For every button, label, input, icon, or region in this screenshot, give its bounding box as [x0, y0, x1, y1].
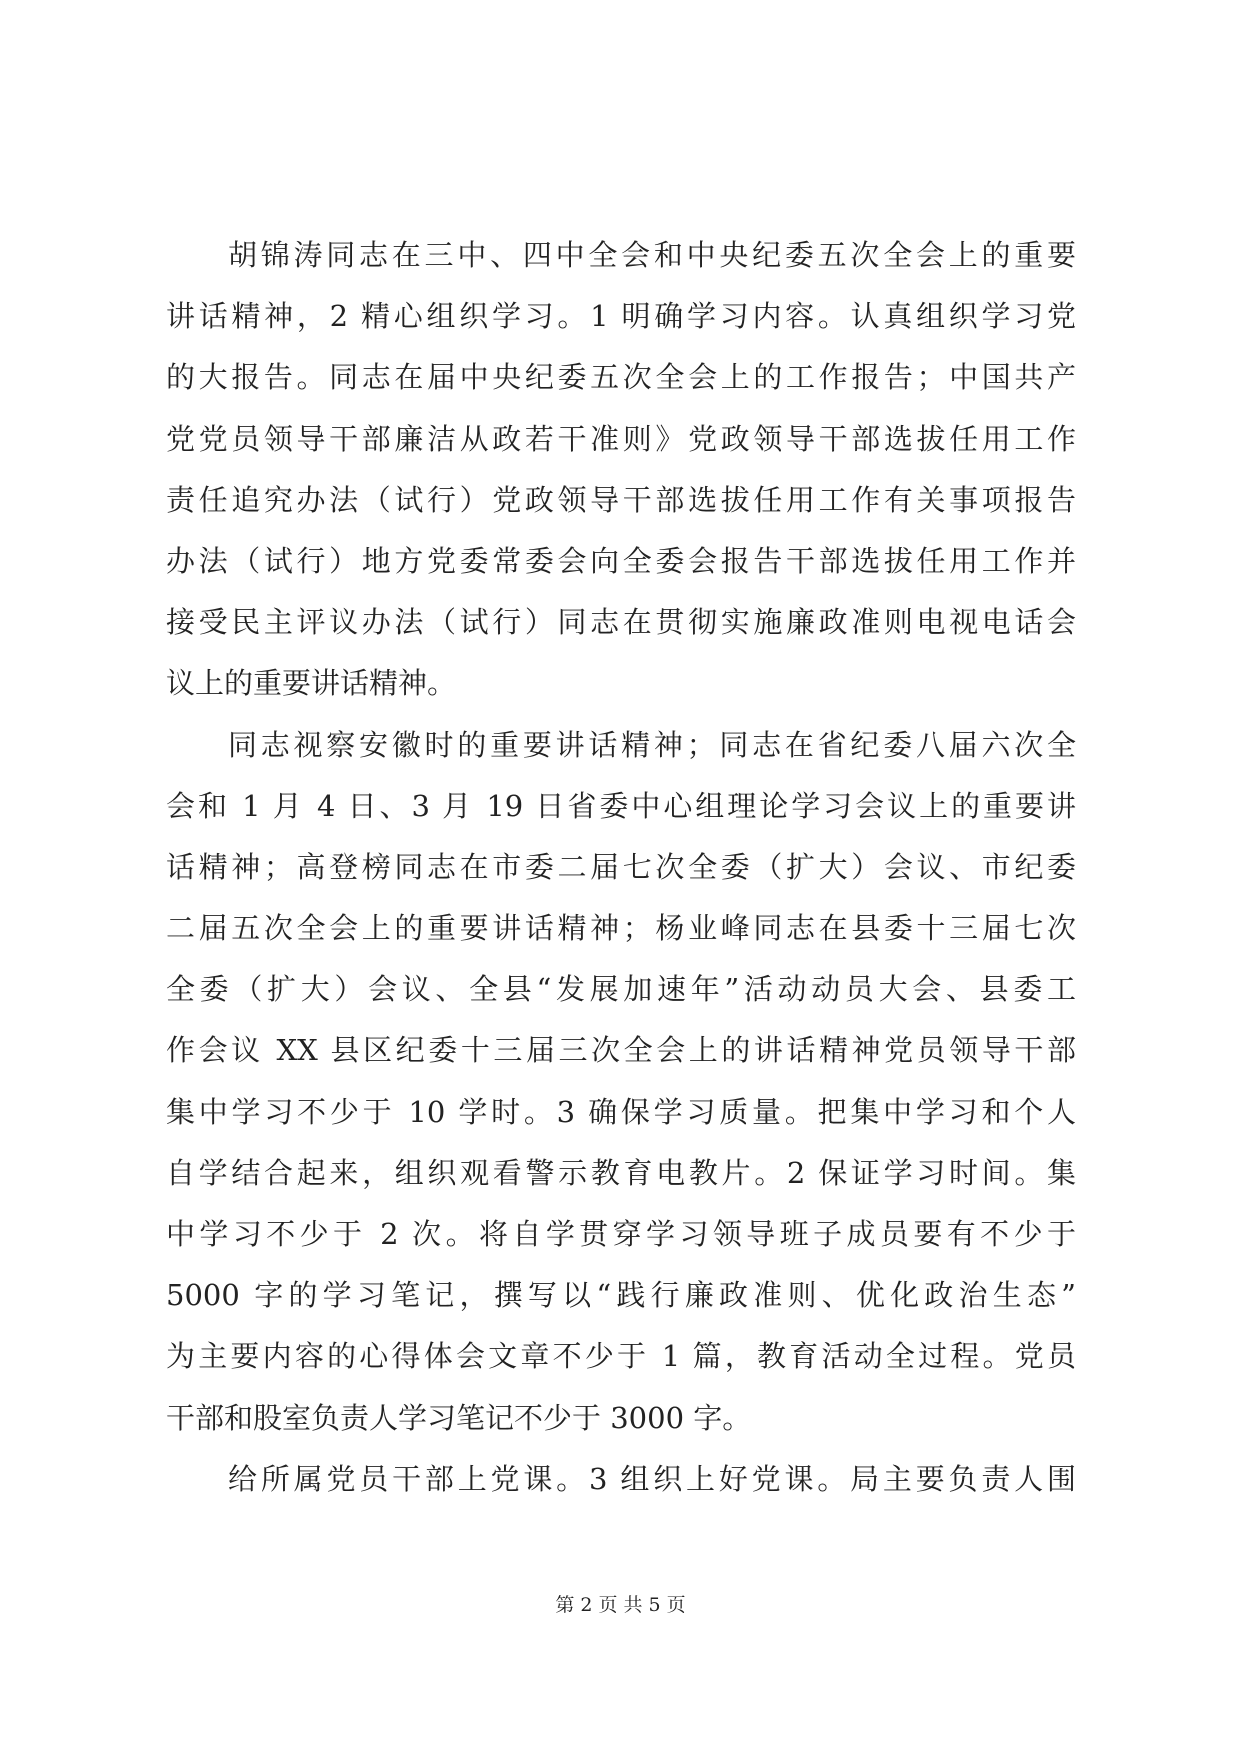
- text-line: 作会议 XX 县区纪委十三届三次全会上的讲话精神党员领导干部: [166, 1033, 1076, 1068]
- text-line: 全委（扩大）会议、全县“发展加速年”活动动员大会、县委工: [166, 972, 1076, 1007]
- text-line: 接受民主评议办法（试行）同志在贯彻实施廉政准则电视电话会: [166, 605, 1076, 640]
- text-line: 话精神；高登榜同志在市委二届七次全委（扩大）会议、市纪委: [166, 849, 1076, 884]
- text-line: 为主要内容的心得体会文章不少于 1 篇，教育活动全过程。党员: [166, 1339, 1076, 1374]
- text-line: 自学结合起来，组织观看警示教育电教片。2 保证学习时间。集: [166, 1155, 1076, 1190]
- text-line: 的大报告。同志在届中央纪委五次全会上的工作报告；中国共产: [166, 360, 1076, 395]
- text-line: 会和 1 月 4 日、3 月 19 日省委中心组理论学习会议上的重要讲: [166, 788, 1076, 823]
- text-line: 5000 字的学习笔记，撰写以“践行廉政准则、优化政治生态”: [166, 1278, 1076, 1313]
- text-line: 中学习不少于 2 次。将自学贯穿学习领导班子成员要有不少于: [166, 1217, 1076, 1251]
- paragraph: [166, 1449, 1076, 1510]
- page-number-footer: 第 2 页 共 5 页: [555, 1594, 686, 1616]
- text-line: 党党员领导干部廉洁从政若干准则》党政领导干部选拔任用工作: [166, 421, 1076, 456]
- text-line: 同志视察安徽时的重要讲话精神；同志在省纪委八届六次全: [228, 727, 1076, 762]
- text-line: 讲话精神，2 精心组织学习。1 明确学习内容。认真组织学习党: [166, 299, 1076, 334]
- paragraph: [166, 225, 1076, 715]
- text-line: 集中学习不少于 10 学时。3 确保学习质量。把集中学习和个人: [166, 1094, 1076, 1129]
- text-line: 议上的重要讲话精神。: [166, 666, 457, 701]
- text-line: 办法（试行）地方党委常委会向全委会报告干部选拔任用工作并: [166, 543, 1076, 578]
- text-line: 责任追究办法（试行）党政领导干部选拔任用工作有关事项报告: [166, 482, 1076, 517]
- text-line: 干部和股室负责人学习笔记不少于 3000 字。: [166, 1400, 752, 1435]
- paragraph: [166, 715, 1076, 1449]
- text-line: 胡锦涛同志在三中、四中全会和中央纪委五次全会上的重要: [228, 238, 1076, 272]
- text-line: 给所属党员干部上党课。3 组织上好党课。局主要负责人围: [228, 1461, 1076, 1496]
- document-body: [166, 225, 1076, 1510]
- text-line: 二届五次全会上的重要讲话精神；杨业峰同志在县委十三届七次: [166, 911, 1076, 946]
